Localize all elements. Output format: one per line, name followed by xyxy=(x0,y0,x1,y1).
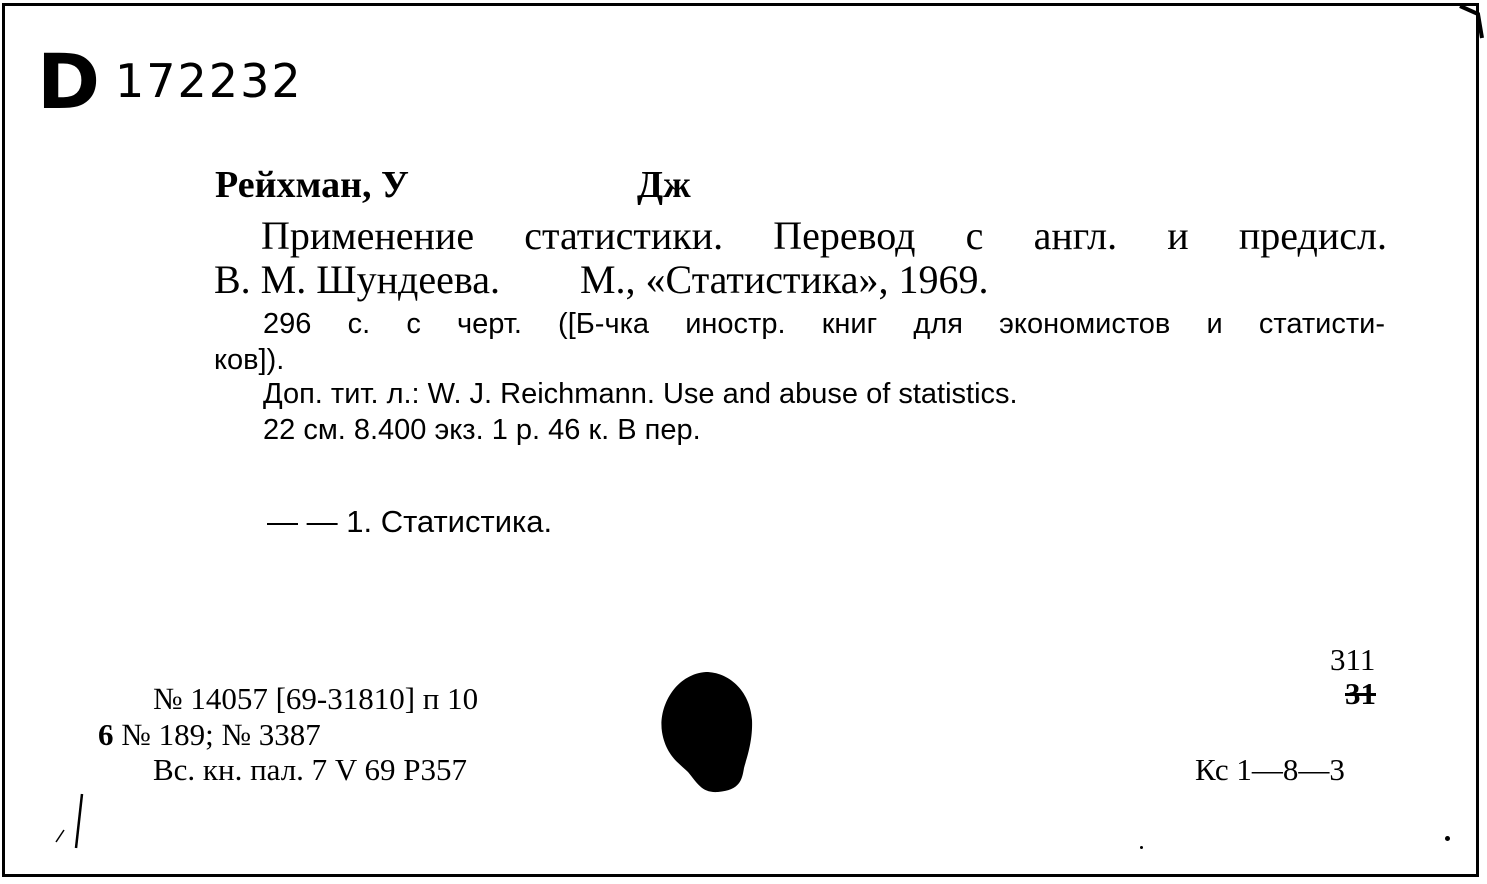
note-line-2: 22 см. 8.400 экз. 1 р. 46 к. В пер. xyxy=(263,414,701,446)
record-refs-prefix: 6 xyxy=(98,717,114,752)
shelf-mark: Кс 1—8—3 xyxy=(1195,752,1345,787)
translator: В. М. Шундеева. xyxy=(214,257,500,302)
title-line-2 xyxy=(214,257,989,302)
call-number-letter: D xyxy=(37,37,101,126)
pencil-mark-icon xyxy=(40,790,90,850)
corner-fold-icon xyxy=(1458,0,1487,40)
speck-dot xyxy=(1445,836,1450,841)
collation-line-1: 296 с. с черт. ([Б-чка иностр. книг для экономистов и статисти- xyxy=(263,308,1385,340)
author-surname: Рейхман, У xyxy=(215,164,409,206)
collation-line-2: ков]). xyxy=(214,344,285,376)
call-number-digits: 172232 xyxy=(115,54,303,108)
speck-dot xyxy=(1140,846,1143,849)
title-line-1: Применение статистики. Перевод с англ. и предисл. xyxy=(261,213,1387,258)
chamber-stamp: Вс. кн. пал. 7 V 69 Р357 xyxy=(153,752,467,787)
record-number: № 14057 [69-31810] п 10 xyxy=(153,681,479,716)
imprint: М., «Статистика», 1969. xyxy=(579,257,989,302)
author-initial: Дж xyxy=(637,164,691,206)
class-number: 311 xyxy=(1330,642,1376,677)
record-refs xyxy=(98,719,321,750)
subject-heading: — — 1. Статистика. xyxy=(267,504,553,539)
note-line-1: Доп. тит. л.: W. J. Reichmann. Use and abuse of statistics. xyxy=(263,378,1018,410)
ink-blot-icon xyxy=(658,668,754,794)
class-number-struck: 31 xyxy=(1345,676,1376,711)
record-refs-rest: № 189; № 3387 xyxy=(121,717,321,752)
